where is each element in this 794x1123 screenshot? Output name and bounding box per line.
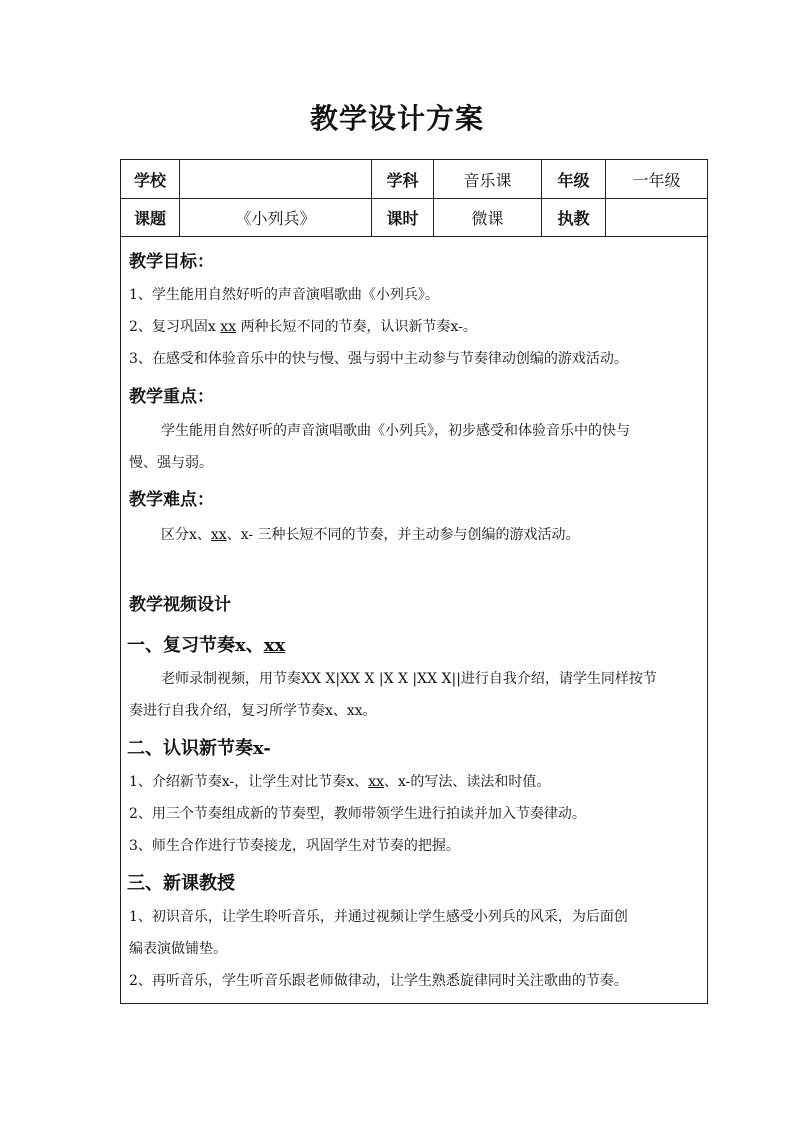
section-1-line: 奏进行自我介绍，复习所学节奏x、xx。 (129, 703, 377, 719)
key-points-line: 慢、强与弱。 (129, 455, 213, 471)
video-design-heading: 教学视频设计 (129, 595, 231, 615)
goal-item: 3、在感受和体验音乐中的快与慢、强与弱中主动参与节奏律动创编的游戏活动。 (129, 351, 628, 367)
difficulties-line (161, 524, 580, 544)
grade-value: 一年级 (632, 170, 681, 190)
difficulties-text: 、x- 三种长短不同的节奏，并主动参与创编的游戏活动。 (226, 527, 580, 543)
section-3-line: 编表演做铺垫。 (129, 941, 227, 957)
section-2-item: 3、师生合作进行节奏接龙，巩固学生对节奏的把握。 (129, 838, 460, 854)
goals-heading: 教学目标： (129, 252, 214, 272)
section-2-heading: 二、认识新节奏x- (127, 738, 271, 759)
table-bottom-border (121, 236, 707, 237)
difficulties-heading: 教学难点： (129, 490, 214, 510)
section-2-item (129, 771, 550, 791)
section-1-heading (127, 631, 285, 657)
rhythm-xx: xx (263, 635, 286, 656)
difficulties-text: 区分x、 (161, 527, 211, 543)
school-value (180, 160, 371, 198)
section-3-line: 1、初识音乐，让学生聆听音乐，并通过视频让学生感受小列兵的风采，为后面创 (129, 909, 628, 925)
rhythm-xx: xx (220, 319, 237, 335)
teacher-label: 执教 (557, 209, 590, 228)
section-2-item-text: 1、介绍新节奏x-，让学生对比节奏x、 (129, 774, 369, 790)
goal-item: 1、学生能用自然好听的声音演唱歌曲《小列兵》。 (129, 287, 439, 303)
teacher-value (606, 199, 707, 236)
topic-value: 《小列兵》 (235, 209, 316, 228)
info-table (121, 160, 707, 236)
topic-label: 课题 (133, 209, 166, 228)
lesson-plan-sheet (120, 159, 708, 1004)
subject-value: 音乐课 (463, 170, 512, 190)
school-label: 学校 (133, 170, 166, 190)
section-3-line: 2、再听音乐，学生听音乐跟老师做律动，让学生熟悉旋律同时关注歌曲的节奏。 (129, 973, 628, 989)
lesson-value: 微课 (471, 209, 504, 228)
document-title: 教学设计方案 (309, 102, 484, 135)
grade-label: 年级 (557, 170, 590, 190)
goal-item (129, 316, 477, 336)
rhythm-xx: xx (210, 527, 227, 543)
subject-label: 学科 (386, 170, 419, 190)
goal-item-text: 2、复习巩固x (129, 319, 221, 335)
section-1-line: 老师录制视频，用节奏XX X|XX X |X X |XX X||进行自我介绍，请学生同样按节 (161, 671, 657, 687)
section-2-item-text: 、x-的写法、读法和时值。 (383, 774, 551, 790)
key-points-heading: 教学重点： (129, 387, 214, 407)
section-3-heading: 三、新课教授 (127, 873, 235, 894)
lesson-label: 课时 (386, 209, 419, 228)
section-1-heading-text: 一、复习节奏x、 (127, 635, 264, 656)
rhythm-xx: xx (368, 774, 384, 790)
key-points-line: 学生能用自然好听的声音演唱歌曲《小列兵》，初步感受和体验音乐中的快与 (161, 423, 630, 439)
goal-item-text: 两种长短不同的节奏，认识新节奏x-。 (236, 319, 477, 335)
section-2-item: 2、用三个节奏组成新的节奏型，教师带领学生进行拍读并加入节奏律动。 (129, 806, 586, 822)
